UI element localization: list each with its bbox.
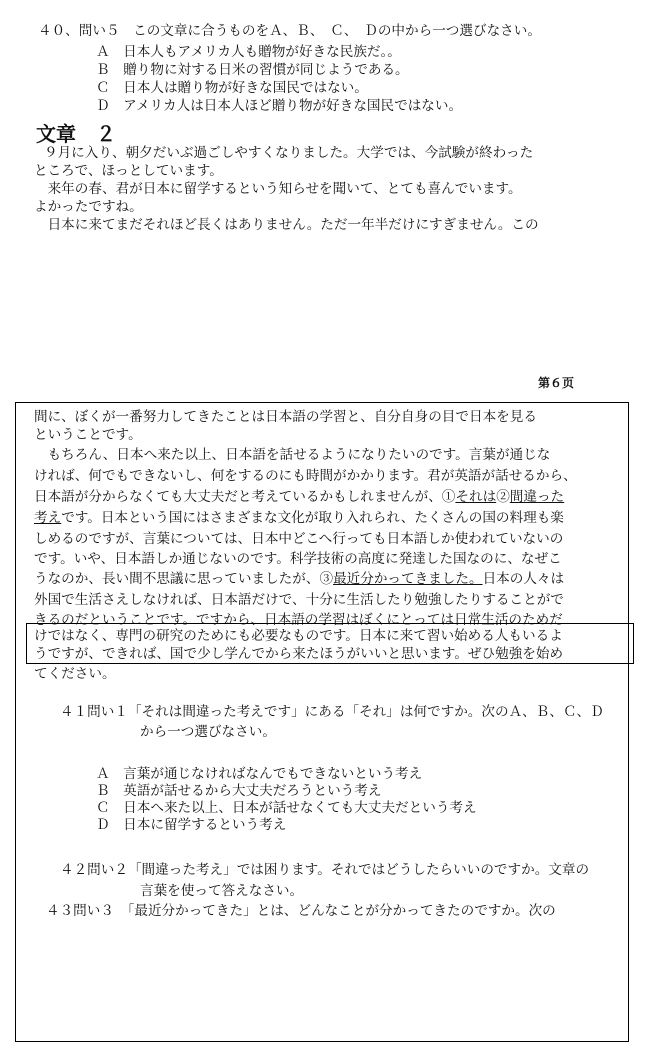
q41-option-d: Ｄ 日本に留学するという考え: [96, 817, 287, 833]
passage-line: しめるのですが、言葉については、日本中どこへ行っても日本語しか使われていないの: [34, 531, 564, 547]
q40-option-c: Ｃ 日本人は贈り物が好きな国民ではない。: [96, 80, 368, 96]
passage-line: 外国で生活さえしなければ、日本語だけで、十分に生活したり勉強したりすることがで: [34, 592, 564, 608]
q41-option-a: Ａ 言葉が通じなければなんでもできないという考え: [96, 766, 423, 782]
passage-line: うですが、できれば、国で少し学んでから来たほうがいいと思います。ぜひ勉強を始め: [34, 646, 564, 662]
q42-prompt: ４２問い２「間違った考え」では困ります。それではどうしたらいいのですか。文章の: [60, 862, 590, 878]
q40-prompt: ４０、問い５ この文章に合うものをＡ、Ｂ、 Ｃ、 Ｄの中から一つ選びなさい。: [38, 23, 541, 39]
q41-prompt: ４１問い１「それは間違った考えです」にある「それ」は何ですか。次のＡ、Ｂ、Ｃ、Ｄ: [60, 704, 604, 720]
q41-option-b: Ｂ 英語が話せるから大丈夫だろうという考え: [96, 783, 382, 799]
page-number: 第６页: [538, 376, 575, 390]
q40-option-d: Ｄ アメリカ人は日本人ほど贈り物が好きな国民ではない。: [96, 98, 463, 114]
passage-line: です。いや、日本語しか通じないのです。科学技術の高度に発達した国なのに、なぜこ: [34, 551, 562, 567]
passage-line: きるのだということです。ですから、日本語の学習はぼくにとっては日常生活のためだ: [34, 612, 563, 628]
passage-line: もちろん、日本へ来た以上、日本語を話せるようになりたいのです。言葉が通じな: [34, 447, 551, 463]
underlined-phrase: 考え: [34, 510, 62, 526]
text-span: です。日本という国にはさまざまな文化が取り入れられ、たくさんの国の料理も楽: [61, 510, 564, 526]
q40-option-b: Ｂ 贈り物に対する日米の習慣が同じようである。: [96, 62, 409, 78]
q41-prompt-cont: から一つ選びなさい。: [140, 724, 276, 740]
q41-option-c: Ｃ 日本へ来た以上、日本が話せなくても大丈夫だという考え: [96, 800, 477, 816]
text-span: 日本語が分からなくても大丈夫だと考えているかもしれませんが、①: [34, 489, 456, 505]
passage-line: 日本に来てまだそれほど長くはありません。ただ一年半だけにすぎません。この: [34, 217, 539, 233]
passage-line: けではなく、専門の研究のためにも必要なものです。日本に来て習い始める人もいるよ: [34, 628, 563, 644]
text-span: うなのか、長い間不思議に思っていましたが、③: [34, 571, 334, 587]
passage-line: [34, 488, 564, 506]
underlined-phrase: 間違った: [509, 489, 565, 505]
q40-option-a: Ａ 日本人もアメリカ人も贈物が好きな民族だ。。: [96, 44, 401, 60]
section-heading: 文章 ２: [36, 122, 116, 146]
text-span: ②: [496, 489, 510, 505]
passage-line: ところで、ほっとしています。: [34, 163, 223, 179]
passage-line: ９月に入り、朝夕だいぶ過ごしやすくなりました。大学では、今試験が終わった: [44, 145, 534, 161]
text-span: 日本の人々は: [482, 571, 565, 587]
passage-line: ければ、何でもできないし、何をするのにも時間がかかります。君が英語が話せるから、: [34, 468, 577, 484]
passage-line: ということです。: [34, 427, 142, 443]
q43-prompt: ４３問い３ 「最近分かってきた」とは、どんなことが分かってきたのですか。次の: [46, 903, 556, 919]
passage-line: 間に、ぼくが一番努力してきたことは日本語の学習と、自分自身の目で日本を見る: [34, 409, 537, 425]
underlined-phrase: それは: [455, 489, 497, 505]
passage-line: てください。: [34, 666, 116, 682]
underlined-phrase: 最近分かってきました。: [333, 571, 483, 587]
q42-prompt-cont: 言葉を使って答えなさい。: [140, 883, 304, 899]
passage-line: [34, 509, 564, 527]
passage-line: [34, 570, 564, 588]
passage-line: 来年の春、君が日本に留学するという知らせを聞いて、とても喜んでいます。: [34, 181, 522, 197]
passage-line: よかったですね。: [34, 199, 143, 215]
